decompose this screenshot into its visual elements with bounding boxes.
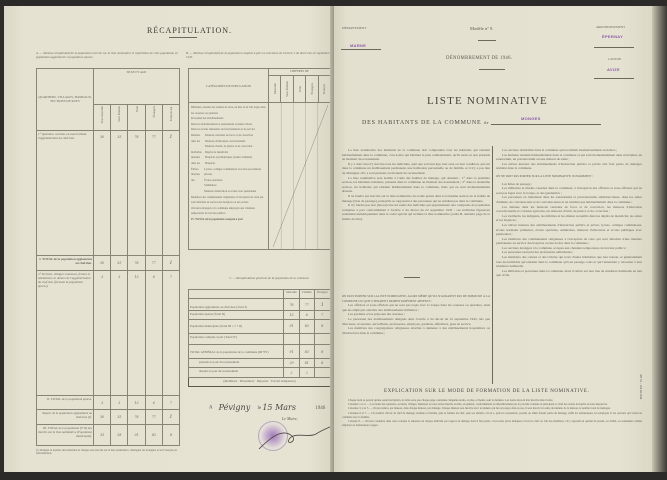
table-row xyxy=(189,310,331,319)
cell-value: 13 xyxy=(284,310,300,319)
explication-paragraph: Colonnes 1 et 2. — Les noms des quartiers, sections, villages, hameaux ou rues seront inscrits en tête, en général, conformément au dénombrement par le procédé contenu en principale, le chef des ordres lorsqu'ils en sont dépourvus. xyxy=(348,403,608,407)
table-row-total-i xyxy=(37,255,180,270)
col-header: Masculin xyxy=(272,83,277,95)
table-row-total-ii xyxy=(37,395,180,410)
cell-value: 35 xyxy=(111,255,128,270)
cell-value: 78 xyxy=(128,130,145,255)
category-row-total-iv: IV. TOTAL de la population comptée à part xyxy=(191,217,244,221)
cell-value: 3 xyxy=(94,270,111,395)
cell-value: 3 xyxy=(111,270,128,395)
page-edge xyxy=(652,6,667,472)
row-label: Population éparse (Total II) xyxy=(189,310,284,319)
mayor-signature-icon xyxy=(254,424,334,454)
table-row-total-iii xyxy=(37,425,180,446)
row-label: TOTAL GÉNÉRAL de la population de la commune (III+IV) xyxy=(189,345,284,359)
cell-value: 6 xyxy=(145,270,162,395)
instructions-right-column xyxy=(496,148,642,278)
cell-value: 8 xyxy=(314,359,330,368)
liste-nominative-title: LISTE NOMINATIVE xyxy=(427,95,548,107)
table-a-header-group: SEXE ET AGE xyxy=(94,69,180,105)
row-label: I. TOTAL de la population agglomérée au chef-lieu. xyxy=(37,255,94,270)
cell-value: 1 xyxy=(314,299,330,311)
archive-reference: AD 51 - 124 M 1946 xyxy=(639,374,643,400)
row-label: présents le jour du recensement xyxy=(189,359,284,368)
cell-value: 8 xyxy=(314,345,330,359)
cell-value: 77 xyxy=(145,255,162,270)
section-c-caption: C. — Récapitulation générale de la population de la commune xyxy=(229,276,309,280)
table-row xyxy=(37,270,180,395)
exclude-item: Les hôtes de passage ; xyxy=(502,181,533,186)
cell-value: 13 xyxy=(128,270,145,395)
cell-value: 29 xyxy=(284,359,300,368)
explication-paragraph: Colonnes 6 et 7. — Un nombre d'écart de chef de ménage, homme ou femme, puis la femme du chef, puis ses enfants, s'il en a, puis les ascendants, parents ou alliés faisant partie du ménage, enfin les domestiques, les employés et les ouvriers qui vivent en commun avec la famille. xyxy=(342,411,642,419)
table-row xyxy=(189,299,331,311)
row-label: Population agglomérée au chef-lieu (Total I) xyxy=(189,299,284,311)
include-heading: ON DOIT PORTER SUR LA LISTE NOMINATIVE, ALORS MÊME QU'ILS N'AURAIENT PAS DE DOMICILE À LA COMMUNE OU QU'ILS SERAIENT MOMENTANÉMENT ABSENTS : xyxy=(342,294,490,303)
col-header: Total xyxy=(297,85,302,93)
departement-label: DÉPARTEMENT xyxy=(342,26,367,30)
category-row: Militaires, marins des armées de terre, de mer et de l'air logés dans les casernes ou quartiers xyxy=(191,106,266,115)
row-label: absents le jour du recensement xyxy=(189,368,284,377)
instructions-left-column xyxy=(342,148,490,222)
cell-value: 8 xyxy=(314,320,330,334)
recapitulation-title: RÉCAPITULATION. xyxy=(147,26,232,35)
exclude-item: Les personnes exerçant des professions ambulantes ; xyxy=(502,250,574,255)
table-a-population-inscrite xyxy=(36,68,180,446)
instruction-paragraph: Les malades résidant habituellement dans la commune et qui sont momentanément dans un hôpital, un sanatorium, un préventorium ou une maison de santé ; xyxy=(496,152,642,162)
section-b-caption: B. — Tableau récapitulatif de la population comptée à part en exécution de l'article 2 du décret du 22 septembre 1945 xyxy=(186,51,330,59)
arrondissement-rule xyxy=(594,47,634,48)
cell-value: 6 xyxy=(299,310,314,319)
category-row: Écoles spéciales xyxy=(204,178,223,182)
cell-value: 7 xyxy=(162,395,179,410)
departement-stamp: MARNE xyxy=(350,43,367,48)
cell-value xyxy=(314,368,330,377)
cell-value: 7 xyxy=(162,270,179,395)
denombrement-title: DÉNOMBREMENT DE 1946. xyxy=(446,56,513,61)
signature-place: Pévigny xyxy=(218,403,251,412)
include-item: Le personnel des établissements désignés dans l'article 2 du décret du 22 septembre 1945, tels que directeurs, économes, surveillants, professeurs, employés, gardiens, infirmiers, gens de service. xyxy=(342,316,490,326)
include-item: Les officiers et sous-officiers qui ne sont pas logés avec la troupe dans les casernes ou quartiers, ainsi que les employés attachés aux établissements militaires ; xyxy=(342,303,490,312)
row-label: 1° Quartiers, sections ou rues formant l'agglomération du chef-lieu. xyxy=(37,130,94,255)
category-row: Maisons d'éducation et écoles avec pensionnat xyxy=(204,189,257,193)
table-row xyxy=(189,333,331,345)
cell-value: 77 xyxy=(145,130,162,255)
cell-value: 78 xyxy=(128,255,145,270)
row-label: Population municipale (Total III = I + II) xyxy=(189,320,284,334)
subtitle-prefix: DES HABITANTS DE LA COMMUNE xyxy=(362,120,482,126)
category-row: Hospices psychiatriques (Asiles d'aliénés) xyxy=(205,156,253,160)
cell-value: 77 xyxy=(145,410,162,425)
place-prefix: A xyxy=(209,405,213,411)
exclude-item: Les détenus dans les maisons centrales de force et de correction, les maisons d'éducation correctionnelle et colonies agricoles, les maisons d'arrêt, de justice et de correction ; xyxy=(496,204,642,214)
exclude-item: Les élèves internes des établissements d'instruction publics et privés, lycées, collèges communaux, écoles normales primaires, écoles spéciales, séminaires, maisons d'éducation et écoles publiques avec pensionnat ; xyxy=(496,222,642,237)
table-b-header-left: CATÉGORIES DE POPULATION xyxy=(189,69,269,103)
category-row: Membres des communautés religieuses à l'exception de ceux qui sont détachés au service des hospices ou des écoles xyxy=(191,195,264,205)
category-row: Personnel des établissements xyxy=(191,117,224,121)
category-row: Dans les établissements et pensionnats scolaires divers xyxy=(191,122,253,126)
group-label: Élèves internes des xyxy=(191,167,200,182)
cell-value: 3 xyxy=(111,395,128,410)
exclude-item: Les militaires et personnes dans la commune, mais il relève sur leur lieu de résidence habituelle en tant que civils. xyxy=(496,268,642,278)
table-a-header-left: QUARTIERS, VILLAGES, HAMEAUX, SECTIONS DE RUES xyxy=(37,69,94,131)
cell-value xyxy=(314,333,330,345)
col-header: Étrangers xyxy=(151,105,156,117)
instruction-paragraph: La liste nominative sera établie à l'aide des feuilles de ménage, qui donnent : 1° dans la première section, les habitants résidents, présents dans la commune au moment du recensement ; 2° dans la deuxième section, les habitants qui résident habituellement dans la commune, mais qui en sont momentanément absents. xyxy=(342,175,490,194)
explication-text xyxy=(342,399,642,428)
row-label: Report de la population agglomérée au chef-lieu (I). xyxy=(37,410,94,425)
exclude-item: Les ouvriers étrangers à la commune occupés aux chantiers temporaires de travaux publics ; xyxy=(502,245,627,250)
modele-number: Modèle n° 9. xyxy=(470,26,494,31)
commune-stamp: MONGES xyxy=(521,116,541,121)
canton-stamp: AVIZE xyxy=(607,67,620,72)
col-header: Féminin xyxy=(299,290,314,299)
table-b-categories xyxy=(189,103,269,250)
cell-value: 33 xyxy=(94,425,111,446)
cell-value: 91 xyxy=(284,320,300,334)
commune-prefix: de xyxy=(483,120,490,125)
cell-value: 91 xyxy=(128,425,145,446)
cell-value: 91 xyxy=(284,345,300,359)
cell-value: 1 xyxy=(162,410,179,425)
explication-paragraph: Chaque nom se portait qu'une seule inscription, de telle sorte que chaque page contienne cinquante noms, et plus, et moins, sauf la dernière. Les noms devront être inscrits dans l'ordre. xyxy=(348,399,554,402)
cell-value: 8 xyxy=(162,425,179,446)
group-label: Individus internés dans les xyxy=(191,150,202,165)
title-rule xyxy=(169,37,197,38)
col-header: Français xyxy=(322,83,327,95)
table-b-header-group: CHIFFRES DE xyxy=(269,69,330,76)
category-row: Ouvriers étrangers à la commune employés aux chantiers temporaires de travaux publics xyxy=(191,206,256,216)
exclude-item: Les membres des communautés religieuses à l'exception de ceux qui sont détachés d'une manière permanente au service des hospices ou des écoles dans la commune ; xyxy=(496,236,642,246)
category-row: Séminaires xyxy=(204,184,217,188)
exclude-item: Les militaires et marins casernés dans la commune, à l'exception des officiers et sous-officiers qui ne sont pas logés avec la troupe, et des gendarmes ; xyxy=(496,186,642,195)
table-row-report xyxy=(37,410,180,425)
cell-value: 30 xyxy=(94,410,111,425)
table-row-total-general xyxy=(189,345,331,359)
modele-rule xyxy=(478,40,496,41)
cell-value: 30 xyxy=(94,255,111,270)
column-divider xyxy=(492,146,493,384)
table-row xyxy=(189,359,331,368)
cell-value: 83 xyxy=(299,320,314,334)
explication-paragraph: Colonnes 3, 4 et 5. — On procédera, par maison, dans chaque maison, par ménage. Chaque maison sera inscrite avec le numéro qui lui est propre dans sa rue, il sera inscrit à la suite du numéro de la maison, le nombre total de ménages. xyxy=(348,407,611,411)
cell-value: 1 xyxy=(162,255,179,270)
instructions-must-include xyxy=(342,294,490,335)
col-header: Étrangers xyxy=(314,290,330,299)
cell-value: 81 xyxy=(299,359,314,368)
category-row: Dans les écoles nationales de fonctionnaires et de service xyxy=(191,128,255,132)
arrondissement-label: ARRONDISSEMENT xyxy=(596,25,626,29)
cell-value: 3 xyxy=(94,395,111,410)
table-c-recapitulation-generale xyxy=(188,289,331,387)
cell-value: 77 xyxy=(299,299,314,311)
cell-value: 2 xyxy=(284,368,300,377)
table-row xyxy=(189,320,331,334)
left-page-recapitulation xyxy=(4,6,334,472)
cell-value: 7 xyxy=(314,310,330,319)
table-row xyxy=(37,130,180,255)
signature-date: 15 Mars xyxy=(262,403,296,412)
arrondissement-stamp: ÉPERNAY xyxy=(602,34,624,39)
category-row: Maisons d'éducation correctionnelle xyxy=(205,139,246,143)
exclude-heading: ON NE DOIT PAS PORTER SUR LA LISTE NOMINATIVE, NOTAMMENT : xyxy=(496,173,593,178)
book-spread xyxy=(0,6,667,472)
commune-line xyxy=(362,120,601,126)
table-b-population-a-part xyxy=(188,68,331,250)
table-b-values-empty xyxy=(269,103,331,250)
col-header: Total xyxy=(134,105,139,112)
departement-rule xyxy=(341,49,381,50)
cell-value: 1 xyxy=(162,130,179,255)
cell-value xyxy=(284,333,300,345)
explication-title: EXPLICATION SUR LE MODE DE FORMATION DE LA LISTE NOMINATIVE. xyxy=(384,389,590,394)
signature-year: 1946 xyxy=(315,405,326,411)
col-header: Sexe féminin xyxy=(117,105,122,122)
section-rule xyxy=(404,277,420,278)
category-row: Dépôts de mendicité xyxy=(205,150,228,154)
row-label: Population comptée à part (Total IV) xyxy=(189,333,284,345)
section-a-caption: A. — Tableau récapitulatif de la population inscrite sur la liste nominative et répartition de cette population en population agglomérée et population éparse. xyxy=(36,51,178,59)
cell-value: 2 xyxy=(299,368,314,377)
col-header: Français nat. xyxy=(168,105,173,121)
canton-label: CANTON xyxy=(608,57,622,61)
cell-value xyxy=(299,333,314,345)
cell-value: 78 xyxy=(128,410,145,425)
signer-label: Le Maire, xyxy=(282,416,298,421)
table-a-footnote: (1) Indiquer le nombre des individus de chaque sexe inscrits sur la liste nominative, distinguer les étrangers et les Français par naturalisation. xyxy=(36,449,178,456)
row-label: III. TOTAL de la population (I+II) des inscrits sur la liste nominative (Population municipale). xyxy=(37,425,94,446)
col-header: Sexe féminin xyxy=(285,81,290,97)
cell-value: 78 xyxy=(284,299,300,311)
cell-value: 38 xyxy=(111,425,128,446)
cell-value: 13 xyxy=(128,395,145,410)
category-row: Lycées, collèges communaux et écoles secondaires privées xyxy=(204,167,262,177)
denombrement-rule xyxy=(479,69,505,70)
row-label: II. TOTAL de la population éparse. xyxy=(37,395,94,410)
instruction-paragraph: La liste nominative des habitants de la commune doit comprendre tous les habitants qui résident habituellement dans la commune, c'est-à-dire qui habitent le plus ordinairement, qu'ils aient ou non présents au moment du recensement. xyxy=(342,148,490,162)
date-prefix: le xyxy=(257,405,262,411)
exclude-item: Les personnes en traitement dans les sanatoriums et préventoriums antituberculeux, dans les asiles d'aliénés, de convalescents et de convalescentes et ne résidant pas habituellement dans la commune ; xyxy=(496,195,642,204)
category-row: Maisons centrales de force et de correction xyxy=(205,133,253,137)
signature-place-line xyxy=(209,403,325,412)
commune-underline xyxy=(491,124,601,125)
group-label: Détenus dans les xyxy=(191,133,201,143)
right-page-liste-nominative xyxy=(334,6,652,472)
instruction-paragraph: Il n'y faudra pas non plus inscrire les noms des individus qui appartiennent aux catégories de population comptées à part conformément à l'article 2 du décret du 22 septembre 1945 ; ces individus figureront seulement numériquement dans le cadre spécial qui termine la liste nominative (cadre B, dernière page de la feuille de titre). xyxy=(342,203,490,221)
category-row: Hospices xyxy=(205,161,216,165)
exclude-item: Les vieillards, les indigents, les infirmes et les aliénés recueillis dans les dépôts de mendicité, les asiles et les hospices ; xyxy=(496,213,642,223)
cell-value: 35 xyxy=(111,410,128,425)
include-item: Les gardiens et les préposés des douanes ; xyxy=(348,312,405,317)
instruction-paragraph: Les élèves internes des établissements d'instruction publics et privés s'ils font partie de ménages résidant dans la commune. xyxy=(496,161,642,171)
blank-header xyxy=(189,290,284,299)
cell-value: 35 xyxy=(111,130,128,255)
instruction-paragraph: Il ne faudra pas inscrire sur la liste nominative les noms portés dans la troisième section de la feuille de ménage (liste de passage), puisqu'ils se rapportent à des personnes qui ne résident pas dans la commune. xyxy=(342,193,490,203)
cell-value: 83 xyxy=(299,345,314,359)
explication-paragraph: Colonne 8. — On fera connaître dans cette colonne la situation de chaque individu par rapport au ménage dont il fait partie, c'est-à-dire qu'on indiquera s'il est le chef ou l'un des membres, s'il y apparaît en qualité de parent, ou d'allié, ou seulement comme employé ou domestique à gages. xyxy=(342,420,642,428)
include-item: Les membres des congrégations religieuses attachés à demeure à des établissements hospitaliers ou d'instruction dans la commune ; xyxy=(342,326,490,335)
row-label: 2° Sections, villages, hameaux, fermes et habitations en dehors de l'agglomération du chef-lieu (formant la population éparse). xyxy=(37,270,94,395)
canton-rule xyxy=(594,78,634,79)
instruction-paragraph: Il y a donc lieu d'y inscrire tous les individus, quel que soit leur âge, leur sexe ou leur condition, qui ont dans la commune un établissement permanent, une habitation personnelle ou de famille, et il n'y a pas lieu de distinguer s'ils y sont présents au moment du recensement. xyxy=(342,161,490,175)
instruction-paragraph: Les ouvriers domiciliés dans la commune qui travaillent momentanément au dehors ; xyxy=(502,148,618,152)
table-row xyxy=(189,368,331,377)
cell-value: 6 xyxy=(145,395,162,410)
table-c-note: (Mobilisés · Prisonniers · Déportés · Travail obligatoire) xyxy=(223,378,296,383)
category-row: Maisons d'arrêt, de justice et de correction xyxy=(205,145,253,149)
col-header: Masculin xyxy=(284,290,300,299)
col-header: Sexe masculin xyxy=(100,105,105,123)
cell-value: 30 xyxy=(94,130,111,255)
col-header: Étrangers xyxy=(309,83,314,95)
cell-value: 83 xyxy=(145,425,162,446)
exclude-item: Les mariniers des canaux et des rivières qui n'ont d'autre habitation que leur bateau, et généralement tous les individus qui résident dans la commune qu'à un passage court et qui l'entendent y retourner à leur résidence habituelle. xyxy=(496,255,642,269)
